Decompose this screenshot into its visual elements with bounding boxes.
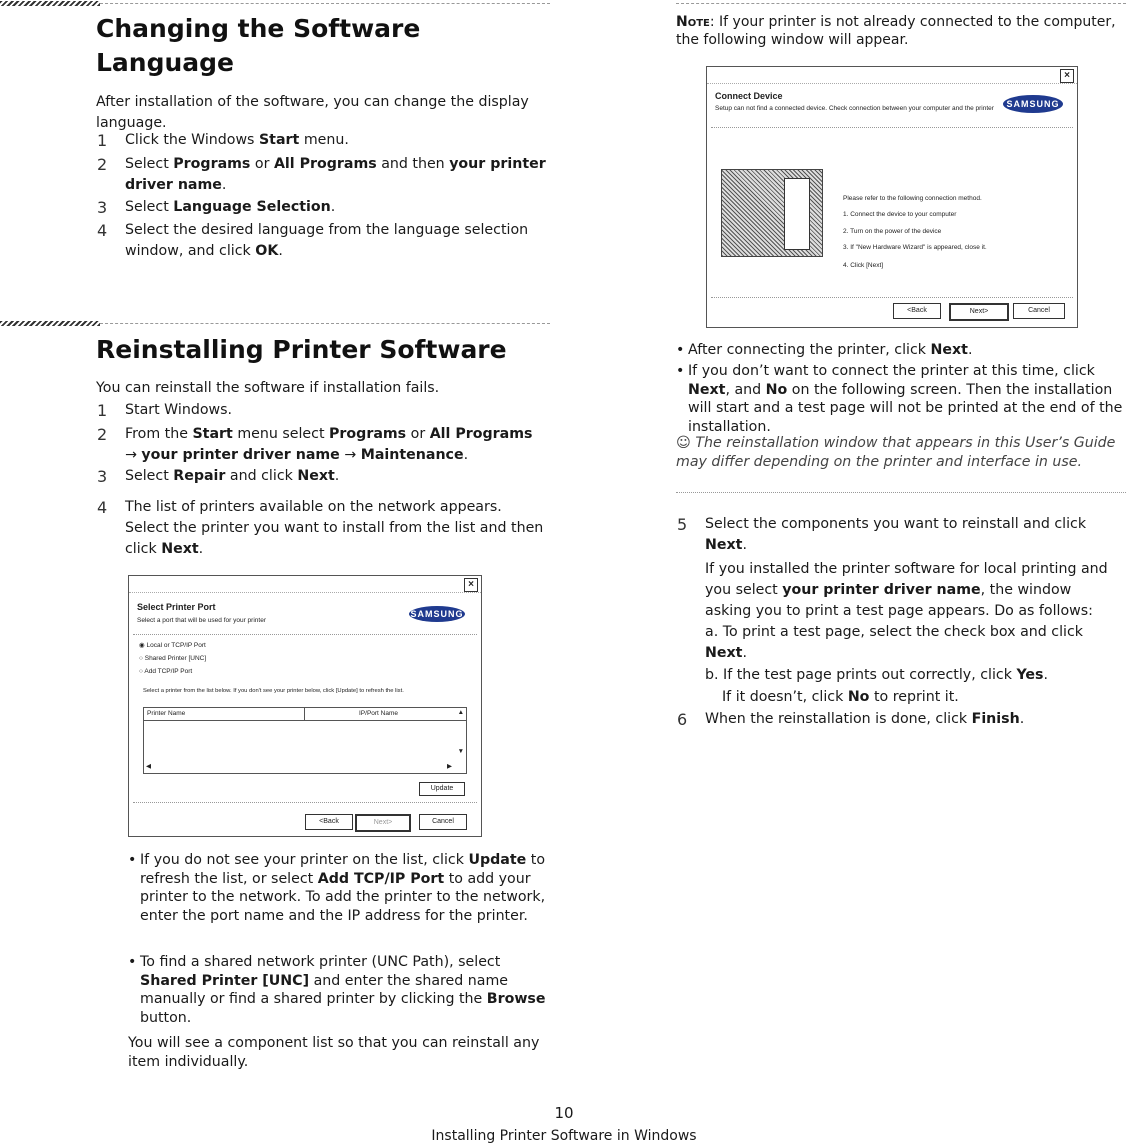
cancel-button[interactable]: Cancel — [419, 814, 467, 830]
printer-connection-image — [721, 169, 823, 257]
connect-step-1: 1. Connect the device to your computer — [843, 211, 957, 218]
dialog-divider — [711, 127, 1073, 128]
language-intro: After installation of the software, you can change the display language. — [96, 94, 529, 131]
connect-device-dialog — [706, 66, 1078, 328]
col-ip-port-name[interactable]: IP/Port Name — [359, 710, 399, 717]
page-caption: Installing Printer Software in Windows — [431, 1128, 697, 1144]
printer-list[interactable] — [143, 707, 467, 774]
close-icon[interactable]: × — [464, 578, 478, 592]
col-printer-name[interactable]: Printer Name — [147, 710, 186, 717]
note-divider — [676, 492, 1126, 493]
substep-b-retry: If it doesn’t, click No to reprint it. — [722, 689, 959, 705]
note-icon: ☺ — [676, 435, 696, 451]
reinstall-step-3: 3 Select Repair and click Next. — [97, 467, 340, 486]
reinstall-step-5: 5 Select the components you want to reinstall and click Next. — [677, 515, 1087, 553]
dialog-title: Connect Device — [715, 91, 783, 101]
dialog-title: Select Printer Port — [137, 602, 216, 612]
reinstall-step-1: 1 Start Windows. — [97, 401, 233, 420]
back-button[interactable]: <Back — [305, 814, 353, 830]
outro-text: You will see a component list so that you can reinstall any item individually. — [128, 1035, 540, 1070]
close-icon[interactable]: × — [1060, 69, 1074, 83]
connect-step-2: 2. Turn on the power of the device — [843, 228, 942, 235]
samsung-logo: SAMSUNG — [1003, 95, 1063, 113]
dialog-subtitle: Setup can not find a connected device. Check connection between your computer and the printer — [715, 105, 994, 112]
bullet-after-connecting: • After connecting the printer, click Next. — [676, 342, 973, 358]
dialog-titlebar — [707, 67, 1077, 84]
scroll-left-icon[interactable]: ◀ — [146, 763, 151, 770]
update-button[interactable]: Update — [419, 782, 465, 796]
scroll-up-icon[interactable]: ▲ — [457, 709, 464, 716]
radio-add-tcpip[interactable]: ○ Add TCP/IP Port — [139, 668, 193, 675]
dialog-divider — [711, 297, 1073, 298]
section-divider-hatch — [0, 321, 100, 326]
dialog-subtitle: Select a port that will be used for your printer — [137, 617, 266, 624]
language-step-4: 4 Select the desired language from the language selection window, and click OK. — [97, 221, 529, 259]
dialog-hint: Select a printer from the list below. If you don't see your printer below, click [Update] to refresh the list. — [143, 688, 404, 694]
local-printing-para: If you installed the printer software for local printing and you select your printer driver name, the window asking you to print a test page appears. Do as follows: — [705, 561, 1108, 619]
radio-shared-unc[interactable]: ○ Shared Printer [UNC] — [139, 655, 207, 662]
connect-step-3: 3. If "New Hardware Wizard" is appeared, close it. — [843, 244, 987, 251]
page-number: 10 — [554, 1104, 574, 1122]
language-step-3: 3 Select Language Selection. — [97, 198, 336, 217]
section-divider — [100, 323, 550, 324]
section-title-language: Changing the Software Language — [96, 14, 421, 77]
refer-text: Please refer to the following connection method. — [843, 195, 982, 202]
section-title-reinstall: Reinstalling Printer Software — [96, 335, 507, 364]
back-button[interactable]: <Back — [893, 303, 941, 319]
column-top-rule — [676, 3, 1126, 4]
cancel-button[interactable]: Cancel — [1013, 303, 1065, 319]
scroll-right-icon[interactable]: ▶ — [447, 763, 452, 770]
language-step-2: 2 Select Programs or All Programs and then your printer driver name. — [97, 155, 546, 193]
bullet-no-connect: • If you don’t want to connect the printer at this time, click Next, and No on the following screen. Then the installation will start and a test page will not be printed at the end of the installation. — [676, 363, 1123, 435]
substep-b: b. If the test page prints out correctly, click Yes. — [705, 667, 1048, 683]
next-button[interactable]: Next> — [949, 303, 1009, 321]
note-text: Note: If your printer is not already connected to the computer, the following window will appear. — [676, 14, 1116, 48]
list-header-line — [144, 720, 466, 721]
reinstall-step-4: 4 The list of printers available on the network appears. Select the printer you want to install from the list and then click Next. — [97, 498, 544, 557]
scroll-down-icon[interactable]: ▼ — [457, 748, 464, 755]
dialog-divider — [133, 634, 477, 635]
column-separator — [304, 708, 305, 720]
reinstall-step-2: 2 From the Start menu select Programs or All Programs → your printer driver name → Maintenance. — [97, 425, 533, 463]
language-step-1: 1 Click the Windows Start menu. — [97, 131, 349, 150]
section-divider — [100, 3, 550, 4]
bullet-update: • If you do not see your printer on the list, click Update to refresh the list, or select Add TCP/IP Port to add your printer to the network. To add the printer to the network, enter the port name and the IP address for the printer. — [128, 852, 546, 924]
samsung-logo: SAMSUNG — [409, 606, 465, 622]
radio-local-tcpip[interactable]: ◉ Local or TCP/IP Port — [139, 642, 206, 649]
select-printer-port-dialog — [128, 575, 482, 837]
italic-note: ☺ The reinstallation window that appears in this User’s Guide may differ depending on the printer and interface in use. — [676, 435, 1116, 470]
dialog-divider — [133, 802, 477, 803]
reinstall-step-6: 6 When the reinstallation is done, click Finish. — [677, 710, 1025, 729]
connect-step-4: 4. Click [Next] — [843, 262, 884, 269]
dialog-titlebar — [129, 576, 481, 593]
section-divider-hatch — [0, 1, 100, 6]
reinstall-intro: You can reinstall the software if installation fails. — [96, 380, 440, 396]
substep-a: a. To print a test page, select the check box and click Next. — [705, 624, 1083, 661]
next-button[interactable]: Next> — [355, 814, 411, 832]
bullet-shared-printer: • To find a shared network printer (UNC Path), select Shared Printer [UNC] and enter the shared name manually or find a shared printer by clicking the Browse button. — [128, 954, 546, 1026]
